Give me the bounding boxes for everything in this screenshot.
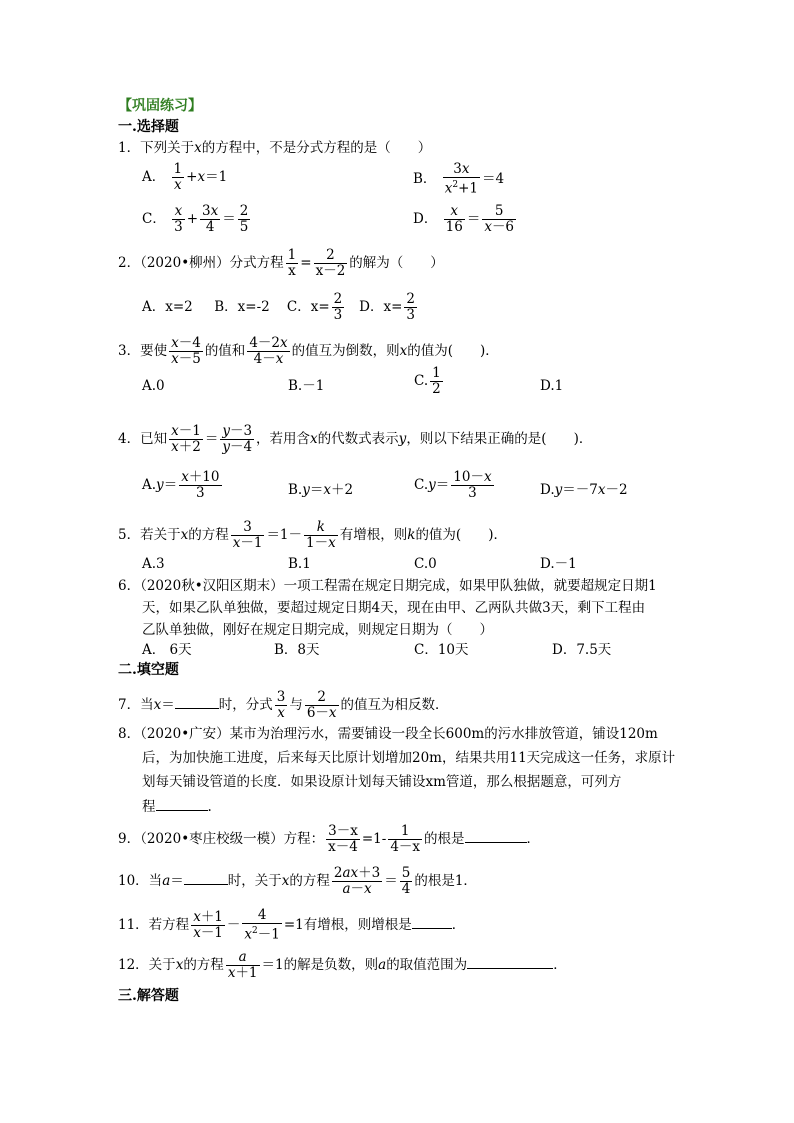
answer-blank[interactable]: [465, 828, 527, 843]
question-1: 1．下列关于x的方程中，不是分式方程的是（ ）: [118, 140, 432, 156]
answer-blank[interactable]: [412, 914, 452, 929]
q2-options: A．x=2 B．x=-2 C．x= $\frac{2}{3}$ D．x= $\frac{2}{3}$: [142, 291, 415, 323]
fraction: $\frac{x+10}{3}$: [181, 469, 220, 501]
question-2: 2．（2020•柳州）分式方程 $\frac{1}{x}$ = $\frac{2}{x-2}$ 的解为（ ）: [118, 247, 444, 279]
fraction: $\frac{x-1}{x+2}$: [171, 423, 201, 455]
fraction: $\frac{2}{6-x}$: [306, 689, 337, 721]
section-header: 【巩固练习】: [118, 98, 202, 114]
question-8-line-4: 程 .: [142, 796, 212, 817]
answer-blank[interactable]: [175, 694, 219, 709]
fraction: $\frac{3x}{x^2+1}$: [444, 161, 478, 197]
fraction: $\frac{2}{3}$: [333, 291, 343, 323]
question-8-line-2: 后，为加快施工进度，后来每天比原计划增加20m，结果共用11天完成这一任务，求原计: [142, 750, 676, 766]
question-8-line-3: 划每天铺设管道的长度．如果设原计划每天铺设xm管道，那么根据题意，可列方: [142, 774, 622, 790]
fraction: $\frac{10-x}{3}$: [453, 469, 492, 501]
fraction: $\frac{2}{x-2}$: [315, 247, 346, 279]
question-5: 5．若关于x的方程 $\frac{3}{x-1}$ ＝1－ $\frac{k}{1-x}$ 有增根，则k的值为( )．: [118, 519, 507, 551]
question-8-line-1: 8．（2020•广安）某市为治理污水，需要铺设一段全长600m的污水排放管道，铺设120m: [118, 726, 658, 742]
fraction: $\frac{y-3}{y-4}$: [222, 423, 253, 455]
fraction: $\frac{2ax+3}{a-x}$: [333, 865, 381, 897]
q1-option-a: A． $\frac{1}{x}$ +x＝1: [142, 161, 228, 193]
fraction: $\frac{3x}{4}$: [202, 203, 219, 235]
section-answer-title: 三.解答题: [118, 988, 179, 1004]
fraction: $\frac{1}{x}$: [287, 247, 297, 279]
question-12: 12．关于x的方程 $\frac{a}{x+1}$ ＝1的解是负数，则a的取值范围为 ．: [118, 949, 567, 981]
fraction: $\frac{2}{3}$: [406, 291, 415, 323]
question-4: 4．已知 $\frac{x-1}{x+2}$ ＝ $\frac{y-3}{y-4}$ ，若用含x的代数式表示y，则以下结果正确的是( )．: [118, 423, 593, 455]
fraction: $\frac{2}{5}$: [239, 203, 249, 235]
fraction: $\frac{3-x}{x-4}$: [328, 823, 358, 855]
fraction: $\frac{4}{x^2-1}$: [244, 907, 280, 943]
fraction: $\frac{4-2x}{4-x}$: [249, 335, 288, 367]
fraction: $\frac{3}{x-1}$: [232, 519, 263, 551]
question-7: 7．当x＝ 时，分式 $\frac{3}{x}$ 与 $\frac{2}{6-x}$ 的值互为相反数．: [118, 689, 449, 721]
fraction: $\frac{5}{4}$: [401, 865, 411, 897]
fraction: $\frac{1}{2}$: [432, 365, 441, 397]
fraction: $\frac{1}{4-x}$: [390, 823, 421, 855]
fraction: $\frac{x+1}{x-1}$: [193, 908, 223, 941]
q1-option-b: B． $\frac{3x}{x^2+1}$ ＝4: [413, 161, 505, 197]
fraction: $\frac{x-4}{x-5}$: [171, 335, 201, 367]
q1-option-c: C． $\frac{x}{3}$ + $\frac{3x}{4}$ ＝ $\frac{2}{5}$: [142, 203, 249, 235]
fraction: $\frac{3}{x}$: [276, 689, 286, 721]
question-3: 3．要使 $\frac{x-4}{x-5}$ 的值和 $\frac{4-2x}{4-x}$ 的值互为倒数，则x的值为( )．: [118, 335, 499, 367]
answer-blank[interactable]: [467, 954, 553, 969]
question-6-line-2: 天，如果乙队单独做，要超过规定日期4天，现在由甲、乙两队共做3天，剩下工程由: [142, 600, 646, 616]
question-6-line-3: 乙队单独做，刚好在规定日期完成，则规定日期为（ ）: [142, 622, 493, 638]
q1-option-d: D． $\frac{x}{16}$ ＝ $\frac{5}{x-6}$: [413, 203, 515, 235]
fraction: $\frac{x}{3}$: [174, 203, 183, 235]
fraction: $\frac{x}{16}$: [445, 203, 463, 235]
answer-blank[interactable]: [156, 796, 208, 811]
question-6-line-1: 6．（2020秋•汉阳区期末）一项工程需在规定日期完成，如果甲队独做，就要超规定日期1: [118, 578, 657, 594]
fraction: $\frac{k}{1-x}$: [306, 519, 336, 551]
fraction: $\frac{a}{x+1}$: [227, 949, 258, 981]
section-fill-title: 二.填空题: [118, 662, 179, 678]
answer-blank[interactable]: [184, 870, 228, 885]
section-choice-title: 一.选择题: [118, 119, 179, 135]
question-11: 11．若方程 $\frac{x+1}{x-1}$ － $\frac{4}{x^2-1}$ =1有增根，则增根是 ．: [118, 907, 466, 943]
question-10: 10．当a＝ 时，关于x的方程 $\frac{2ax+3}{a-x}$ ＝ $\frac{5}{4}$ 的根是1．: [118, 865, 477, 897]
fraction: $\frac{1}{x}$: [173, 161, 183, 193]
question-9: 9．（2020•枣庄校级一模）方程： $\frac{3-x}{x-4}$ =1- $\frac{1}{4-x}$ 的根是 ．: [118, 823, 541, 855]
fraction: $\frac{5}{x-6}$: [484, 203, 515, 235]
